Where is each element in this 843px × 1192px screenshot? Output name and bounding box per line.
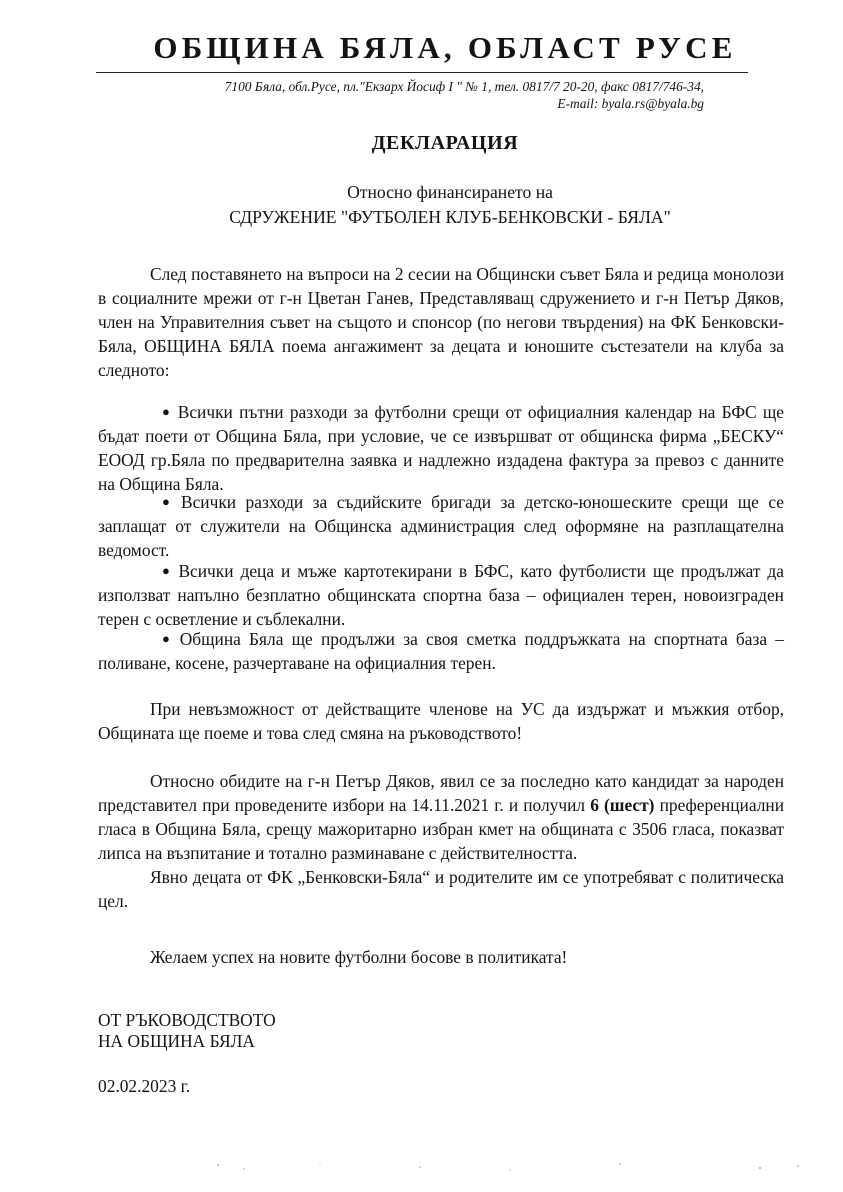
signature-block — [98, 1010, 276, 1052]
bullet-icon: ● — [162, 563, 173, 578]
commitment-text: Всички пътни разходи за футболни срещи от официалния календар на БФС ще бъдат поети от Община Бяла, при условие, че се извършват от общинска фирма „БЕСКУ“ ЕООД гр.Бяла по предварителна заявка и надлежно издадена фактура за превоз с данните на Община Бяла. — [98, 402, 784, 494]
subject-line: Относно финансирането на — [347, 182, 553, 202]
subject-organization: СДРУЖЕНИЕ "ФУТБОЛЕН КЛУБ-БЕНКОВСКИ - БЯЛА" — [229, 207, 671, 227]
commitment-item — [98, 627, 784, 675]
signature-line: НА ОБЩИНА БЯЛА — [98, 1031, 255, 1051]
commitment-text: Всички деца и мъже картотекирани в БФС, като футболисти ще продължат да използват напълно безплатно общинската спортна база – официален терен, новоизграден терен с осветление и съблекални. — [98, 561, 784, 629]
signature-line: ОТ РЪКОВОДСТВОТО — [98, 1010, 276, 1030]
vote-count: 6 (шест) — [590, 795, 655, 815]
intro-paragraph: След поставянето на въпроси на 2 сесии на Общински съвет Бяла и редица монолози в социалните мрежи от г-н Цветан Ганев, Представляващ сдружението и г-н Петър Дяков, член на Управителния съвет на същото и спонсор (по негови твърдения) на ФК Бенковски-Бяла, ОБЩИНА БЯЛА поема ангажимент за децата и юношите състезатели на клуба за следното: — [98, 264, 784, 380]
commitment-item — [98, 490, 784, 562]
bullet-icon: ● — [162, 631, 174, 646]
document-date: 02.02.2023 г. — [98, 1076, 191, 1096]
commitment-text: Всички разходи за съдийските бригади за детско-юношеските срещи ще се заплащат от служители на Общинска администрация след оформяне на разплащателна ведомост. — [98, 492, 784, 560]
document-subject — [0, 180, 843, 230]
insults-text-continued: преференциални гласа в Община Бяла, срещу мажоритарно избран кмет на общината с 3506 гласа, показват липса на възпитание и тотално разминаване с действителността. — [98, 795, 785, 863]
closing-wish: Желаем успех на новите футболни босове в политиката! — [150, 947, 568, 967]
commitment-text: Община Бяла ще продължи за своя сметка поддръжката на спортната база – поливане, косене, разчертаване на официалния терен. — [98, 629, 784, 673]
address-line: 7100 Бяла, обл.Русе, пл."Екзарх Йосиф I " № 1, тел. 0817/7 20-20, факс 0817/746-34, — [224, 79, 704, 94]
commitment-item — [98, 559, 784, 631]
email-line: E-mail: byala.rs@byala.bg — [557, 96, 704, 111]
commitment-item — [98, 400, 784, 496]
org-title: ОБЩИНА БЯЛА, ОБЛАСТ РУСЕ — [153, 30, 737, 65]
bullet-icon: ● — [162, 494, 175, 509]
document-title: ДЕКЛАРАЦИЯ — [371, 132, 519, 154]
bullet-icon: ● — [162, 404, 172, 419]
org-address — [120, 78, 704, 112]
insults-paragraph — [98, 769, 784, 865]
scan-specks — [200, 1155, 820, 1185]
board-paragraph: При невъзможност от действащите членове на УС да издържат и мъжкия отбор, Общината ще поеме и това след смяна на ръководството! — [98, 699, 784, 743]
children-paragraph: Явно децата от ФК „Бенковски-Бяла“ и родителите им се употребяват с политическа цел. — [98, 867, 784, 911]
header-divider — [96, 72, 748, 73]
insults-text: Относно обидите на г-н Петър Дяков, явил се за последно като кандидат за народен представител при проведените избори на 14.11.2021 г. и получил — [98, 771, 784, 815]
